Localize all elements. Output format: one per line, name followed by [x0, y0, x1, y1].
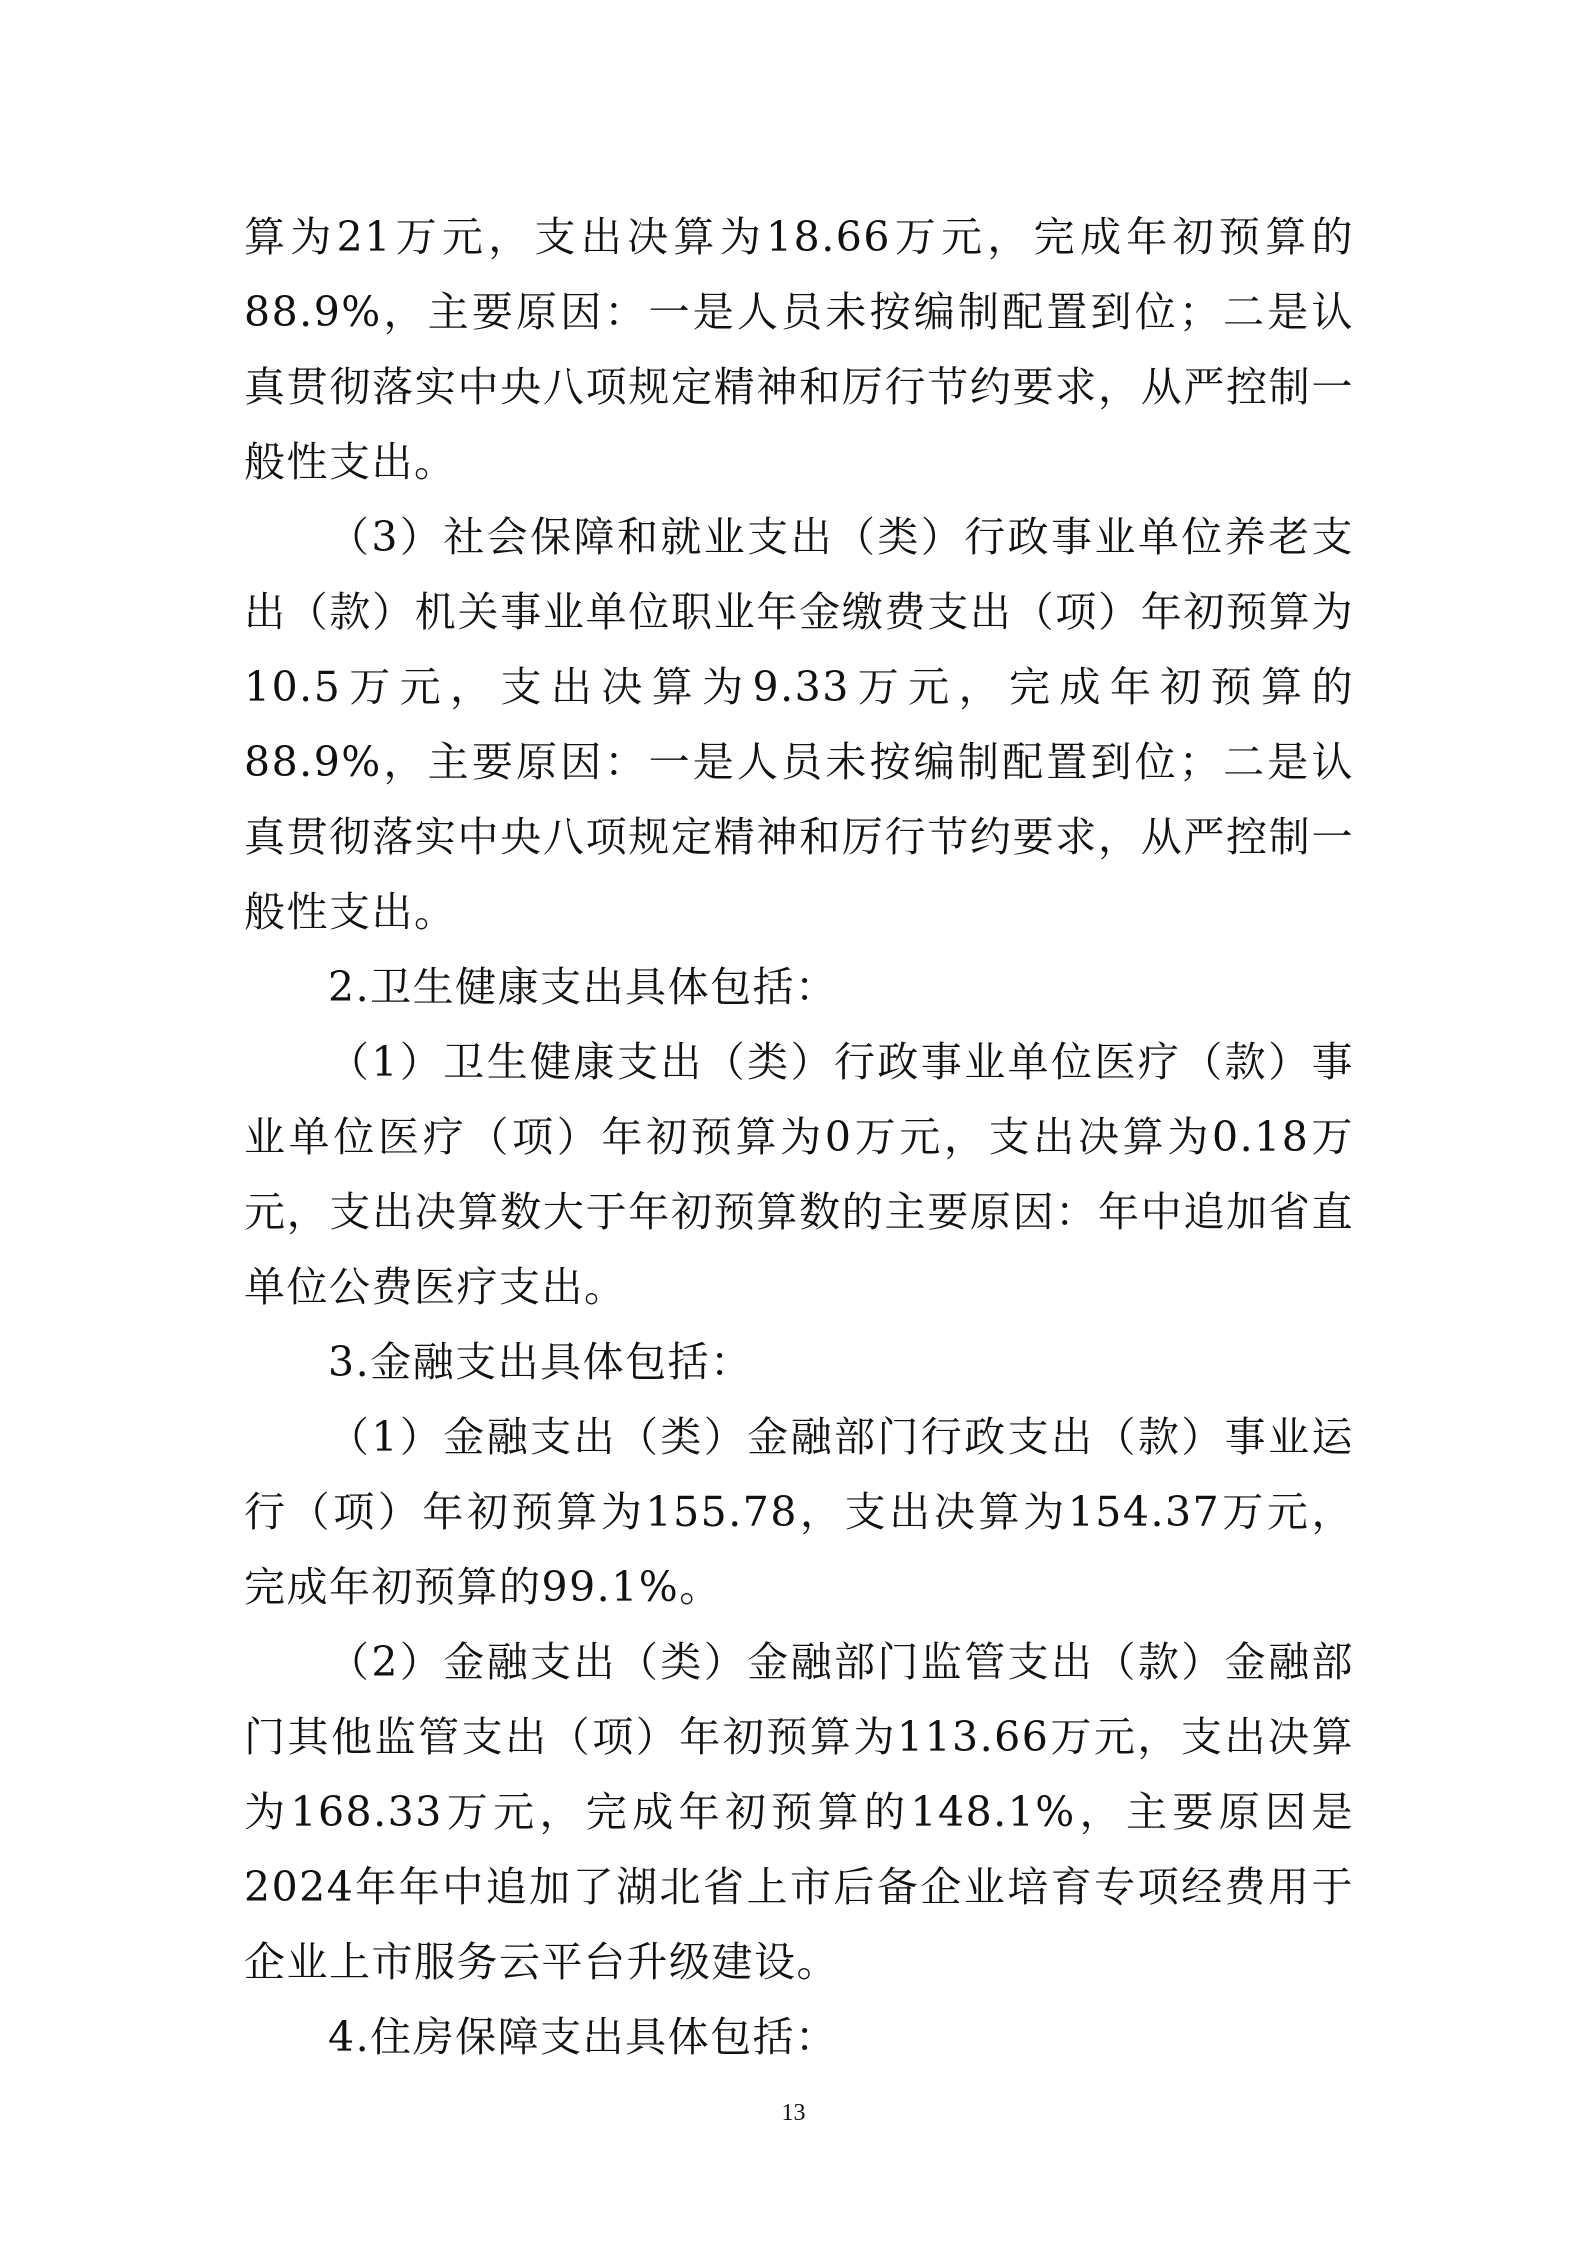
page-number: 13: [781, 2100, 806, 2126]
document-body: [244, 200, 1354, 2075]
paragraph: （3）社会保障和就业支出（类）行政事业单位养老支出（款）机关事业单位职业年金缴费支出（项）年初预算为10.5万元，支出决算为9.33万元，完成年初预算的88.9%，主要原因：一是人员未按编制配置到位；二是认真贯彻落实中央八项规定精神和厉行节约要求，从严控制一般性支出。: [244, 513, 1354, 936]
paragraph: （2）金融支出（类）金融部门监管支出（款）金融部门其他监管支出（项）年初预算为113.66万元，支出决算为168.33万元，完成年初预算的148.1%，主要原因是2024年年中追加了湖北省上市后备企业培育专项经费用于企业上市服务云平台升级建设。: [244, 1638, 1354, 1986]
paragraph: （1）金融支出（类）金融部门行政支出（款）事业运行（项）年初预算为155.78，支出决算为154.37万元，完成年初预算的99.1%。: [244, 1413, 1354, 1611]
section-heading: 4.住房保障支出具体包括：: [328, 2013, 838, 2061]
paragraph: （1）卫生健康支出（类）行政事业单位医疗（款）事业单位医疗（项）年初预算为0万元，支出决算为0.18万元，支出决算数大于年初预算数的主要原因：年中追加省直单位公费医疗支出。: [244, 1038, 1354, 1311]
paragraph: 算为21万元，支出决算为18.66万元，完成年初预算的88.9%，主要原因：一是人员未按编制配置到位；二是认真贯彻落实中央八项规定精神和厉行节约要求，从严控制一般性支出。: [244, 213, 1354, 486]
section-heading: 2.卫生健康支出具体包括：: [328, 963, 838, 1011]
section-heading: 3.金融支出具体包括：: [328, 1338, 753, 1386]
